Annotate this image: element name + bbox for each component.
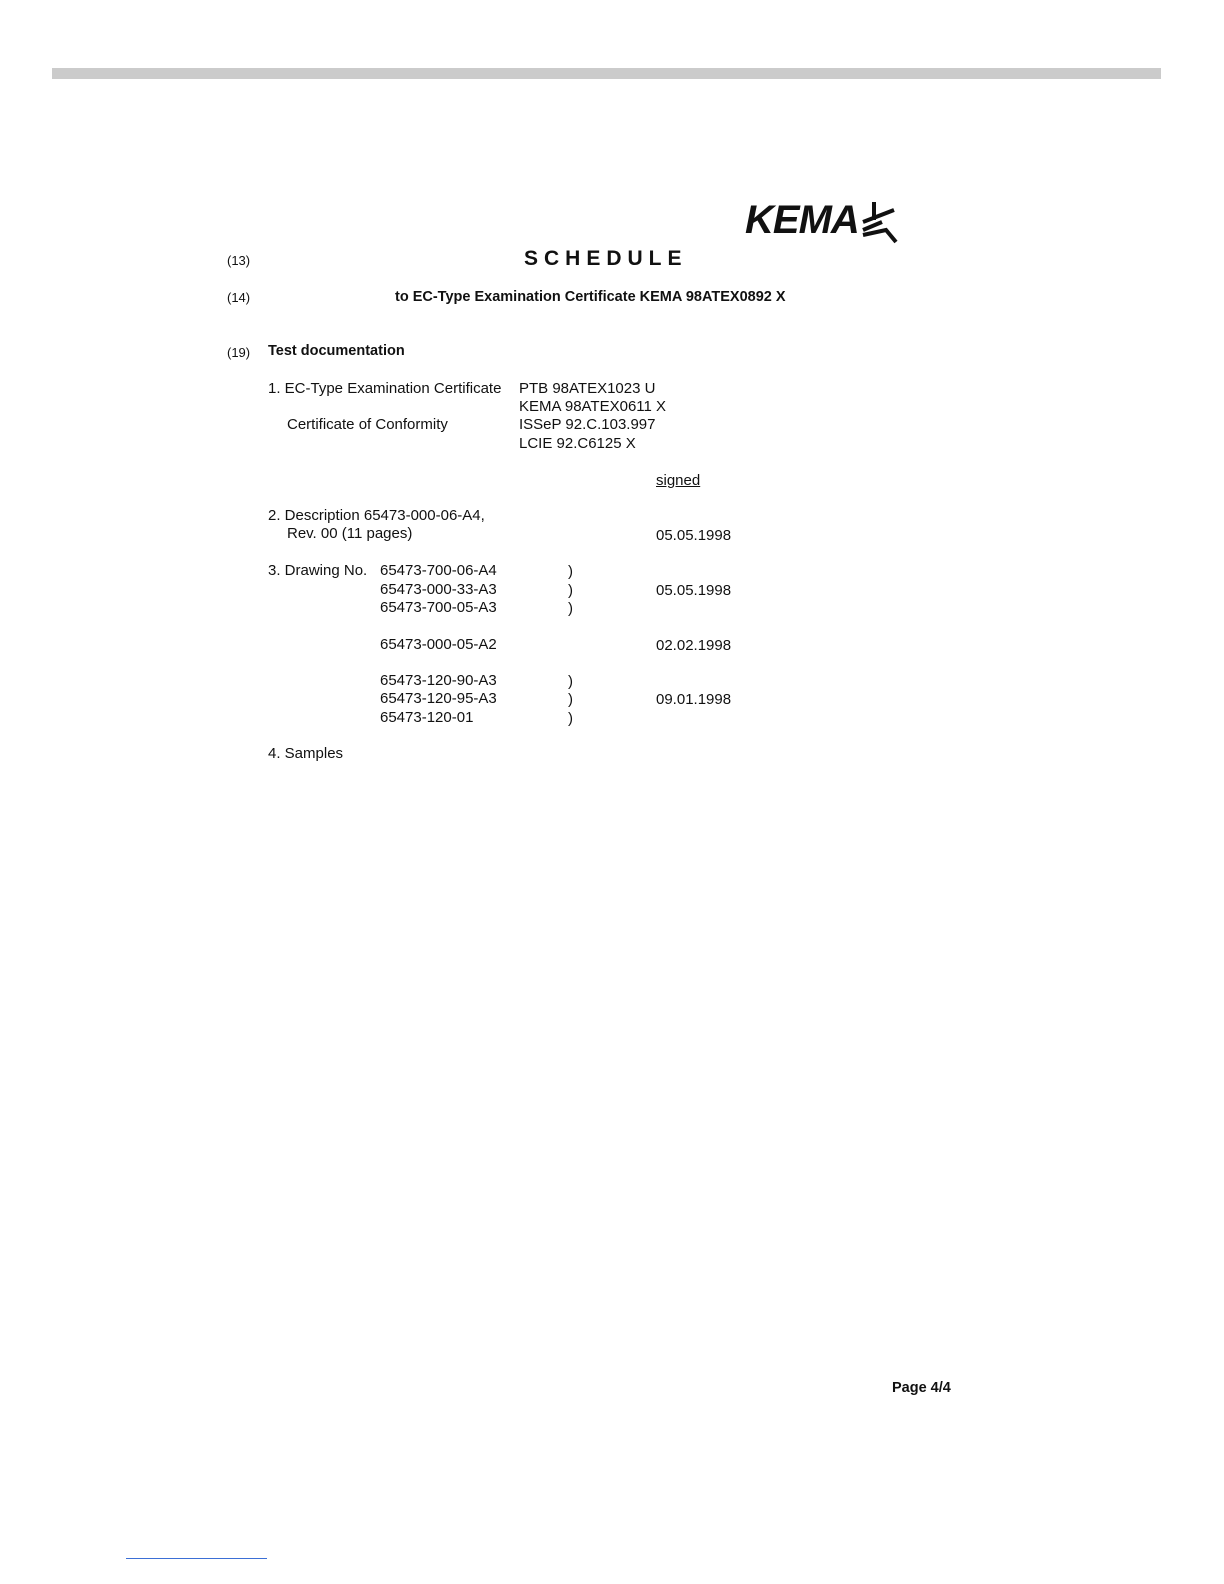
bottom-rule: [126, 1558, 267, 1559]
item1-cert-1: PTB 98ATEX1023 U: [519, 380, 656, 397]
drawing-number: 65473-120-90-A3: [380, 672, 497, 689]
item1-label: 1. EC-Type Examination Certificate: [268, 380, 502, 397]
bracket: ): [568, 673, 573, 690]
section-number-19: (19): [227, 345, 251, 360]
item1-conformity-1: ISSeP 92.C.103.997: [519, 416, 656, 433]
section-number-13: (13): [227, 253, 251, 268]
item3-label: 3. Drawing No.: [268, 562, 368, 579]
kema-logo-icon: [860, 200, 900, 244]
drawing-number: 65473-700-06-A4: [380, 562, 497, 579]
top-bar: [52, 68, 1161, 79]
drawing-group2-date: 09.01.1998: [656, 691, 732, 708]
item1-conformity-label: Certificate of Conformity: [287, 416, 448, 433]
section-number-14: (14): [227, 290, 251, 305]
bracket: ): [568, 582, 573, 599]
section-heading: Test documentation: [268, 343, 405, 359]
drawing-number: 65473-120-01: [380, 709, 474, 726]
drawing-number: 65473-120-95-A3: [380, 690, 497, 707]
bracket: ): [568, 710, 573, 727]
drawing-number: 65473-700-05-A3: [380, 599, 497, 616]
page-title: SCHEDULE: [524, 247, 688, 270]
kema-logo: [745, 198, 905, 246]
item1-conformity-2: LCIE 92.C6125 X: [519, 435, 636, 452]
signed-column-header: signed: [656, 472, 701, 489]
item2-line-2: Rev. 00 (11 pages): [287, 525, 413, 542]
item4-label: 4. Samples: [268, 745, 344, 762]
item1-cert-2: KEMA 98ATEX0611 X: [519, 398, 667, 415]
bracket: ): [568, 600, 573, 617]
drawing-number: 65473-000-33-A3: [380, 581, 497, 598]
item2-line-1: 2. Description 65473-000-06-A4,: [268, 507, 485, 524]
item2-date: 05.05.1998: [656, 527, 732, 544]
logo-text: KEMA: [745, 198, 859, 242]
bracket: ): [568, 563, 573, 580]
page-subtitle: to EC-Type Examination Certificate KEMA 98ATEX0892 X: [395, 289, 786, 305]
drawing-number: 65473-000-05-A2: [380, 636, 497, 653]
drawing-single-date: 02.02.1998: [656, 637, 732, 654]
bracket: ): [568, 691, 573, 708]
page-number: Page 4/4: [892, 1380, 951, 1396]
drawing-group1-date: 05.05.1998: [656, 582, 732, 599]
